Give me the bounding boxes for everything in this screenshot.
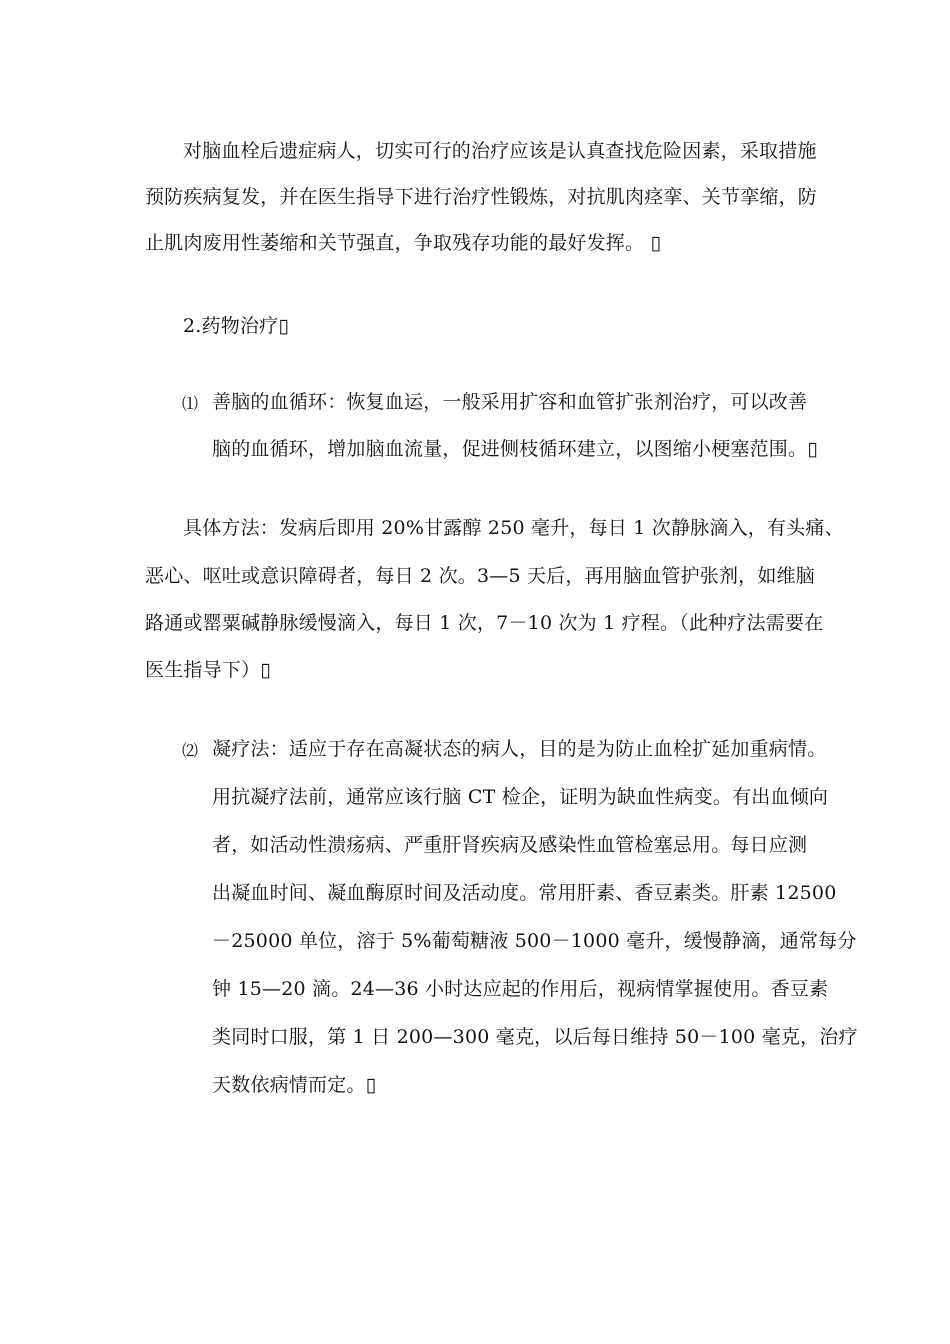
paragraph-line: 恶心、呕吐或意识障碍者，每日 2 次。3—5 天后，再用脑血管护张剂，如维脑 <box>145 565 815 587</box>
list-marker: ⑴ <box>182 394 199 413</box>
paragraph-line: 具体方法：发病后即用 20%甘露醇 250 毫升，每日 1 次静脉滴入，有头痛、 <box>183 517 844 539</box>
list-item-line: 天数依病情而定。▯ <box>212 1074 377 1096</box>
paragraph-line: 路通或罂粟碱静脉缓慢滴入，每日 1 次，7－10 次为 1 疗程。（此种疗法需要在 <box>145 612 824 634</box>
section-heading: 2.药物治疗▯ <box>183 315 289 337</box>
list-marker: ⑵ <box>182 741 199 760</box>
list-item-line: 者，如活动性溃疡病、严重肝肾疾病及感染性血管检塞忌用。每日应测 <box>212 834 808 856</box>
paragraph-line: 止肌肉废用性萎缩和关节强直，争取残存功能的最好发挥。 ▯ <box>145 232 662 254</box>
paragraph-line: 对脑血栓后遗症病人，切实可行的治疗应该是认真查找危险因素，采取措施 <box>183 140 817 162</box>
list-item-line: －25000 单位，溶于 5%葡萄糖液 500－1000 毫升，缓慢静滴，通常每分 <box>212 930 857 952</box>
list-item-line: 用抗凝疗法前，通常应该行脑 CT 检企，证明为缺血性病变。有出血倾向 <box>212 786 829 808</box>
list-item-line: 善脑的血循环：恢复血运，一般采用扩容和血管扩张剂治疗，可以改善 <box>212 391 808 413</box>
paragraph-line: 医生指导下）▯ <box>145 659 271 681</box>
paragraph-line: 预防疾病复发，并在医生指导下进行治疗性锻炼，对抗肌肉痉挛、关节挛缩，防 <box>145 186 818 208</box>
list-item-line: 脑的血循环，增加脑血流量，促进侧枝循环建立，以图缩小梗塞范围。▯ <box>212 438 818 460</box>
list-item-line: 类同时口服，第 1 日 200—300 毫克，以后每日维持 50－100 毫克，治疗 <box>212 1026 858 1048</box>
list-item-line: 出凝血时间、凝血酶原时间及活动度。常用肝素、香豆素类。肝素 12500 <box>212 882 837 904</box>
list-item-line: 凝疗法：适应于存在高凝状态的病人，目的是为防止血栓扩延加重病情。 <box>212 738 827 760</box>
list-item-line: 钟 15—20 滴。24—36 小时达应起的作用后，视病情掌握使用。香豆素 <box>212 978 829 1000</box>
